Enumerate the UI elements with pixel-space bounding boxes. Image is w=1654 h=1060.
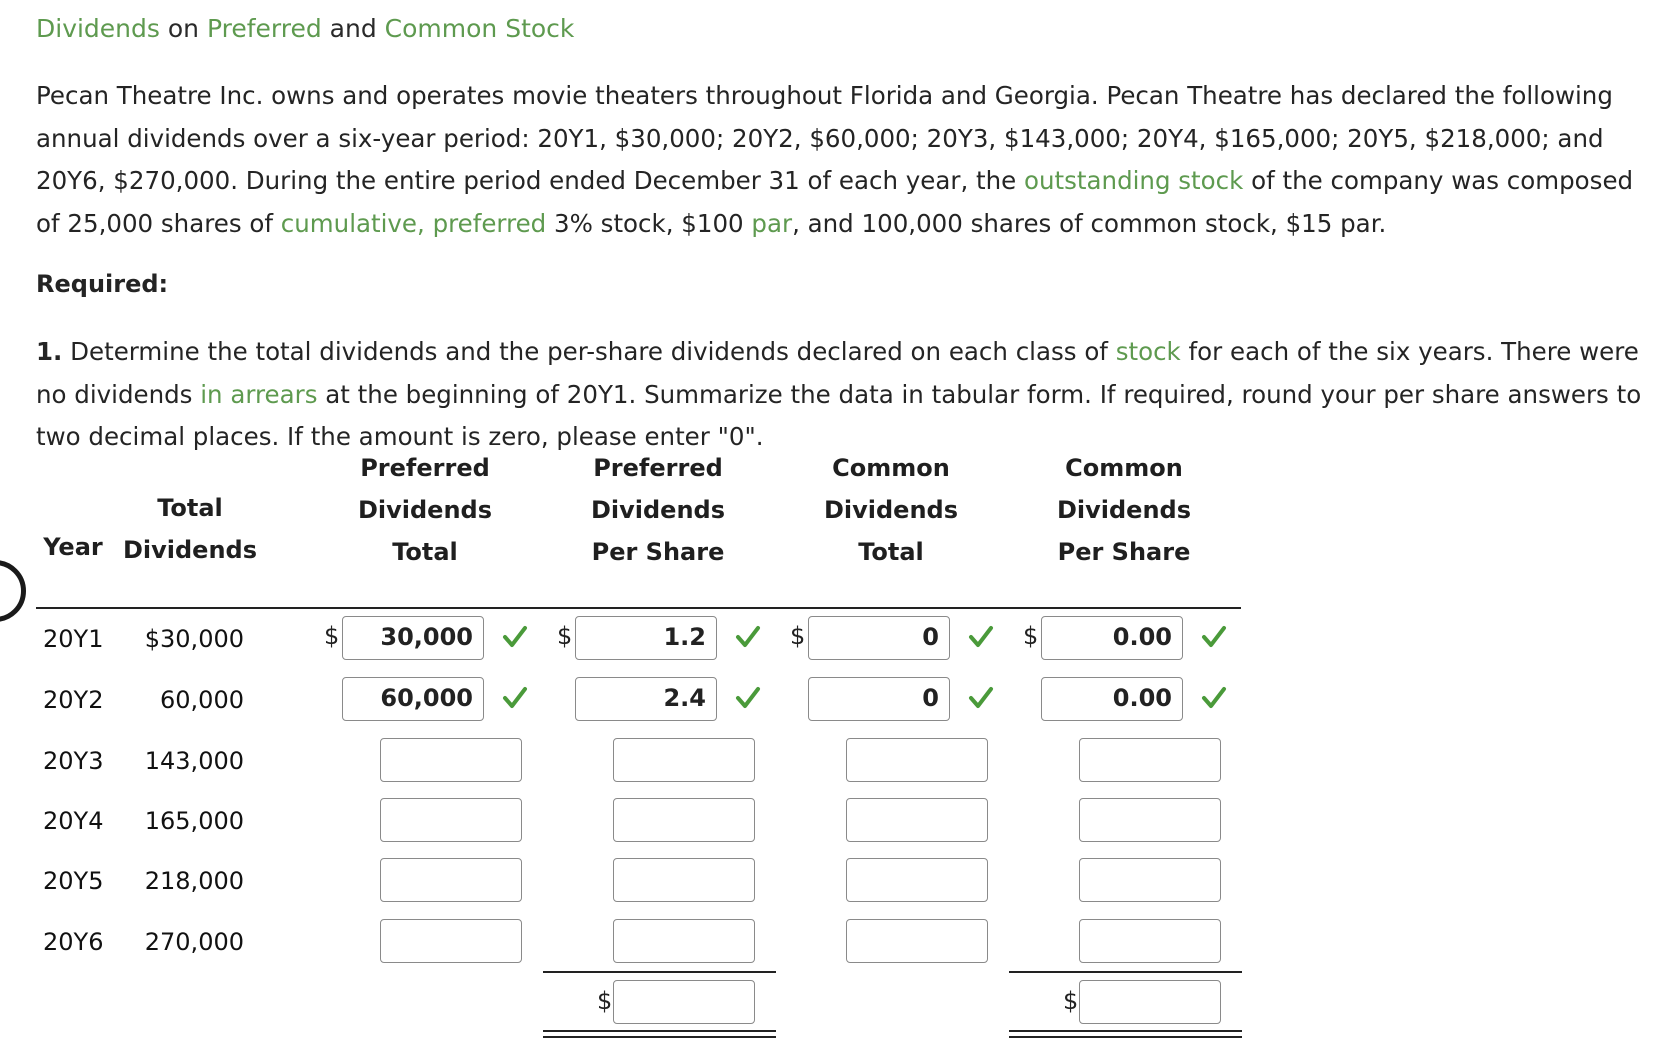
double-rule-top [1009, 1030, 1242, 1032]
question-paragraph [36, 331, 1646, 459]
input-common-per-share-20y3[interactable] [1079, 738, 1221, 782]
dollar-sign: $ [1023, 622, 1039, 650]
page-title [36, 14, 574, 43]
input-common-per-share-20y4[interactable] [1079, 798, 1221, 842]
input-common-total-20y1[interactable]: 0 [808, 616, 950, 660]
input-preferred-total-20y6[interactable] [380, 919, 522, 963]
input-common-total-20y6[interactable] [846, 919, 988, 963]
row-total-dividends: 60,000 [160, 686, 244, 714]
header-com-per-line2: Dividends [1056, 496, 1192, 524]
check-icon [968, 685, 994, 711]
input-preferred-total-summary[interactable] [613, 980, 755, 1024]
row-total-dividends: 218,000 [144, 867, 244, 895]
required-heading: Required: [36, 270, 169, 298]
question-text-1: Determine the total dividends and the per-share dividends declared on each class of [62, 337, 1116, 366]
link-stock[interactable]: stock [1115, 337, 1181, 366]
check-icon [502, 624, 528, 650]
input-common-per-share-20y2[interactable]: 0.00 [1041, 677, 1183, 721]
input-common-total-20y5[interactable] [846, 858, 988, 902]
row-total-dividends: 143,000 [144, 747, 244, 775]
subtotal-rule [543, 971, 776, 973]
header-year: Year [43, 533, 103, 561]
double-rule-bottom [1009, 1036, 1242, 1038]
input-preferred-total-20y3[interactable] [380, 738, 522, 782]
intro-paragraph [36, 75, 1646, 245]
input-preferred-total-20y5[interactable] [380, 858, 522, 902]
intro-text-3: 3% stock, $100 [546, 208, 752, 238]
question-text-2: for each of the six years. There were no dividends [36, 337, 1639, 409]
double-rule-top [543, 1030, 776, 1032]
input-common-per-share-20y5[interactable] [1079, 858, 1221, 902]
input-common-total-20y2[interactable]: 0 [808, 677, 950, 721]
check-icon [968, 624, 994, 650]
row-year: 20Y4 [43, 807, 104, 835]
row-year: 20Y1 [43, 625, 104, 653]
header-pref-per-line2: Dividends [590, 496, 726, 524]
header-preferred-per-share [578, 447, 738, 573]
question-number: 1. [36, 337, 63, 366]
row-year: 20Y5 [43, 867, 104, 895]
header-common-total [811, 447, 971, 573]
row-total-dividends: $30,000 [144, 625, 244, 653]
title-link-preferred[interactable]: Preferred [206, 14, 322, 43]
dollar-sign: $ [324, 622, 340, 650]
check-icon [1201, 685, 1227, 711]
input-common-total-20y3[interactable] [846, 738, 988, 782]
input-preferred-total-20y2[interactable]: 60,000 [342, 677, 484, 721]
circle-outline-partial [0, 560, 26, 622]
input-preferred-total-20y4[interactable] [380, 798, 522, 842]
row-year: 20Y6 [43, 928, 104, 956]
dollar-sign: $ [1063, 987, 1079, 1015]
header-total-dividends [120, 487, 260, 571]
header-pref-per-line1: Preferred [593, 454, 723, 482]
header-com-per-line1: Common [1065, 454, 1183, 482]
question-text-3: at the beginning of 20Y1. Summarize the data in tabular form. If required, round your per share answers to two decimal places. If the amount is zero, please enter "0". [36, 379, 1642, 451]
header-com-total-line3: Total [858, 538, 924, 566]
check-icon [502, 685, 528, 711]
header-pref-total-line3: Total [392, 538, 458, 566]
header-pref-total-line1: Preferred [360, 454, 490, 482]
input-preferred-per-share-20y5[interactable] [613, 858, 755, 902]
input-common-per-share-20y1[interactable]: 0.00 [1041, 616, 1183, 660]
check-icon [735, 685, 761, 711]
title-text-on: on [159, 14, 207, 43]
header-common-per-share [1044, 447, 1204, 573]
input-common-total-summary[interactable] [1079, 980, 1221, 1024]
row-year: 20Y3 [43, 747, 104, 775]
input-common-per-share-20y6[interactable] [1079, 919, 1221, 963]
header-com-per-line3: Per Share [1057, 538, 1191, 566]
input-preferred-per-share-20y1[interactable]: 1.2 [575, 616, 717, 660]
header-rule [36, 607, 1241, 609]
input-preferred-total-20y1[interactable]: 30,000 [342, 616, 484, 660]
link-in-arrears[interactable]: in arrears [200, 379, 318, 409]
header-pref-total-line2: Dividends [357, 496, 493, 524]
link-outstanding-stock[interactable]: outstanding stock [1024, 166, 1244, 195]
input-preferred-per-share-20y6[interactable] [613, 919, 755, 963]
check-icon [1201, 624, 1227, 650]
input-common-total-20y4[interactable] [846, 798, 988, 842]
title-text-and: and [321, 14, 385, 43]
intro-text-2: of the company was composed of 25,000 shares of [36, 166, 1634, 238]
header-com-total-line2: Dividends [823, 496, 959, 524]
dollar-sign: $ [557, 622, 573, 650]
header-com-total-line1: Common [832, 454, 950, 482]
title-link-dividends[interactable]: Dividends [36, 14, 160, 43]
input-preferred-per-share-20y3[interactable] [613, 738, 755, 782]
input-preferred-per-share-20y2[interactable]: 2.4 [575, 677, 717, 721]
header-total-line1: Total [157, 494, 223, 522]
header-total-line2: Dividends [122, 536, 258, 564]
title-link-common-stock[interactable]: Common Stock [384, 14, 575, 43]
row-total-dividends: 165,000 [144, 807, 244, 835]
input-preferred-per-share-20y4[interactable] [613, 798, 755, 842]
double-rule-bottom [543, 1036, 776, 1038]
dollar-sign: $ [597, 987, 613, 1015]
header-pref-per-line3: Per Share [591, 538, 725, 566]
check-icon [735, 624, 761, 650]
intro-text-4: , and 100,000 shares of common stock, $15 par. [792, 208, 1387, 238]
row-total-dividends: 270,000 [144, 928, 244, 956]
dollar-sign: $ [790, 622, 806, 650]
link-cumulative-preferred[interactable]: cumulative, preferred [280, 208, 547, 238]
subtotal-rule [1009, 971, 1242, 973]
intro-text-1: Pecan Theatre Inc. owns and operates movie theaters throughout Florida and Georgia. Pecan Theatre has declared the following annual dividends over a six-year period: 20Y1, $30,000; 20Y2, $60,000; 20Y3, $143,000; 20Y4, $165,000; 20Y5, $218,000; and 20Y6, $270,000. During the entire period ended December 31 of each year, the [36, 81, 1613, 195]
link-par[interactable]: par [751, 208, 793, 238]
row-year: 20Y2 [43, 686, 104, 714]
header-preferred-total [345, 447, 505, 573]
